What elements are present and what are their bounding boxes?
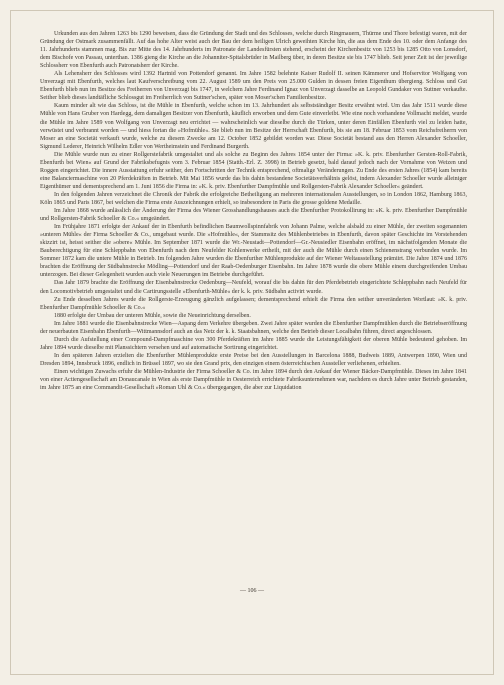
- paragraph: Die Mühle wurde nun zu einer Rollgerstefabrik umgestaltet und als solche zu Beginn des Jahres 1854 unter der Firma: »K. k. priv. Ebenfurther Gersten-Roll-Fabrik, Ebenfurth bei Wien« auf Grund der Fabriksbefugnis vom 3. Februar 1854 (Statth.-Erl. Z. 3998) in Betrieb gesetzt, bald darauf jedoch nach der Vornahme von Weizen und Roggen eingerichtet. Die innere Ausstattung erfuhr seither, den Fortschritten der Technik entsprechend, oftmalige Veränderungen. Zu Ende des ersten Jahres (1854) kam bereits eine Balanciermaschine von 20 Pferdekräften in Betrieb. Mit Mai 1856 wurde das bis dahin bestandene Societätsverhältnis gelöst, indem Alexander Schoeller wurde alleiniger Eigenthümer und dementsprechend am 1. Juni 1856 die Firma in: »K. k. priv. Ebenfurther Dampfmühle und Rollgersten-Fabrik Alexander Schoeller« geändert.: [40, 151, 467, 190]
- paragraph: In den späteren Jahren erzielten die Ebenfurther Mühlenprodukte erste Preise bei den Ausstellungen in Barcelona 1888, Budweis 1889, Antwerpen 1890, Wien und Dresden 1894, Innsbruck 1896, endlich in Brüssel 1897, wo sie den Grand prix, den einzigen einem österreichischen Aussteller verliehenen, erhielten.: [40, 352, 467, 367]
- paragraph: Das Jahr 1879 brachte die Eröffnung der Eisenbahnstrecke Oedenburg—Neufeld, worauf die bis dahin für den Pferdebetrieb eingerichtete Schleppbahn nach Neufeld für den Locomotivbetrieb umgestaltet und die Cartirungsstelle »Ebenfurth-Mühle« der k. k. priv. Südbahn activirt wurde.: [40, 280, 467, 295]
- body-text: [40, 30, 467, 392]
- paragraph: Urkunden aus den Jahren 1263 bis 1290 beweisen, dass die Gründung der Stadt und des Schlosses, welche durch Ringmauern, Thürme und Thore befestigt waren, mit der Gründung der Ostmark zusammenfällt. Auf das hohe Alter weist auch der Bau der dem heiligen Ulrich geweihten Kirche hin, die aus dem Ende des 10. oder dem Anfange des 11. Jahrhunderts stammen mag. Bis zur Mitte des 14. Jahrhunderts im Patronate der Landesfürsten stehend, erscheint der Kirchenbesitz von 1253 bis 1285 Otto von Lonsdorf, dem Bischofe von Passau, unterthan. 1386 gieng die Kirche an die Johanniter-Spitalsbrüder in Mailberg über, in deren Besitze sie bis 1747 blieb. Seit jener Zeit ist der jeweilige Schlossherr von Ebenfurth auch Patronatsherr der Kirche.: [40, 31, 467, 70]
- paragraph: Als Lehensherr des Schlosses wird 1392 Hartnid von Pottendorf genannt. Im Jahre 1582 belehnte Kaiser Rudolf II. seinen Kämmerer und Hofservitor Wolfgang von Unverzagt mit Ebenfurth, welches laut Kaufverschreibung vom 22. August 1589 um den Preis von 25.000 Gulden in dessen freien Eigenthum übergieng. Schloss und Gut Ebenfurth blieb nun im Besitze des Freiherren von Unverzagt bis 1747, in welchem Jahre Ferdinand Ignaz von Unverzagt dasselbe an Leopold Gundaker von Suttner verkaufte. Seither blieb dieses landtäfliche Schlossgut im Freiherrlich von Suttner'schen, später von Moser'schen Familienbesitze.: [40, 71, 467, 102]
- page-number: — 106 —: [240, 588, 264, 594]
- paragraph: Im Jahre 1868 wurde anlässlich der Änderung der Firma des Wiener Grosshandlungshauses auch die Ebenfurther Protokollirung in: »K. k. priv. Ebenfurther Dampfmühle und Rollgersten-Fabrik Schoeller & Co.« umgeändert.: [40, 208, 467, 223]
- paragraph: Zu Ende desselben Jahres wurde die Rollgerste-Erzeugung gänzlich aufgelassen; dementsprechend erhielt die Firma den seither unveränderten Wortlaut: »K. k. priv. Ebenfurther Dampfmühle Schoeller & Co.«: [40, 296, 467, 311]
- paragraph: Kaum minder alt wie das Schloss, ist die Mühle in Ebenfurth, welche schon im 13. Jahrhundert als selbstständiger Besitz erwähnt wird. Um das Jahr 1511 wurde diese Mühle von Hans Gruber von Hardegg, dem damaligen Besitzer von Ebenfurth, käuflich erworben und dem Gute einverleibt. Wie eine noch vorhandene Vollmacht meldet, wurde die Mühle im Jahre 1589 von Wolfgang von Unverzagt neu errichtet — wahrscheinlich war dieselbe durch die Türken, unter deren Einfällen Ebenfurth viel zu leiden hatte, verwüstet und verbrannt worden — und hiess fortan die »Hofmühle«. Sie blieb nun im Besitze der Herrschaft Ebenfurth, bis sie am 18. Februar 1853 vom Reichsfreiherrn von Moser an eine Societät verkauft wurde, welche zu diesem Zwecke am 12. October 1852 gebildet worden war. Diese Societät bestand aus den Herren Alexander Schoeller, Sigmund Lederer, Heinrich Wilhelm Edler von Wertheimstein und Ferdinand Burgerth.: [40, 103, 467, 150]
- paragraph: In den folgenden Jahren verzeichnet die Chronik der Fabrik die erfolgreiche Betheiligung an mehreren internationalen Ausstellungen, so in London 1862, Hamburg 1863, Köln 1865 und Paris 1867, bei welchen die Firma erste Auszeichnungen erhielt, so insbesondere in Paris die grosse goldene Medaille.: [40, 191, 467, 206]
- paragraph: Im Jahre 1881 wurde die Eisenbahnstrecke Wien—Aspang dem Verkehre übergeben. Zwei Jahre später wurden die Ebenfurther Dampfmühlen durch die Betriebseröffnung der neuerbauten Eisenbahn Ebenfurth—Wittmannsdorf auch an das Netz der k. k. Staatsbahnen, welche den Betrieb dieser Localbahn führen, direct angeschlossen.: [40, 320, 467, 335]
- paragraph: Durch die Aufstellung einer Compound-Dampfmaschine von 300 Pferdekräften im Jahre 1885 wurde die Leistungsfähigkeit der oberen Mühle bedeutend gehoben. Im Jahre 1894 wurde dieselbe mit Planssichtern versehen und auf automatische Sortirung eingerichtet.: [40, 336, 467, 351]
- paragraph: Im Frühjahre 1871 erfolgte der Ankauf der in Ebenfurth befindlichen Baumwollspinnfabrik von Johann Palme, welche alsbald zu einer Mühle, der zweiten sogenannten »unteren Mühle« der Firma Schoeller & Co., umgebaut wurde. Die »Hofmühle«, der Stammsitz des Mühlenbetriebes in Ebenfurth, davon später Geschichte im Vorstehenden skizzirt ist, heisst seither die »obere« Mühle. Im September 1871 wurde die Wr.-Neustadt—Pottendorf—Gr.-Neusiedler Eisenbahn eröffnet, im nächstfolgenden Monate die Bauberechtigung für eine Schleppbahn von Ebenfurth nach dem Neufelder Kohlenwerke ertheilt, mit der auch die Mühle durch einen Schienenstrang verbunden wurde. Im Sommer 1872 kam die untere Mühle in Betrieb. Im folgenden Jahre wurden die Ebenfurther Mühlenprodukte auf der Wiener Weltausstellung prämiirt. Die Jahre 1874 und 1876 brachten die Eröffnung der Südbahnstrecke Mödling—Pottendorf und der Raab-Oedenburger Eisenbahn. Im Jahre 1878 wurde die obere Mühle einem durchgreifenden Umbau unterzogen. Bei dieser Gelegenheit wurden auch viele Neuerungen im Betriebe durchgeführt.: [40, 224, 467, 279]
- paragraph: Einen wichtigen Zuwachs erfuhr die Mühlen-Industrie der Firma Schoeller & Co. im Jahre 1894 durch den Ankauf der Wiener Bäcker-Dampfmühle. Dieses im Jahre 1841 von einer Actiengesellschaft am Donaucanale in Wien als erste Dampfmühle in Oesterreich errichtete Fabriksunternehmen war, nachdem es durch Jahre unter Betrieb gestanden, im Jahre 1875 an eine Commandit-Gesellschaft »Roman Uhl & Co.« übergegangen, die aber zur Liquidation: [40, 368, 467, 392]
- paragraph: 1880 erfolgte der Umbau der unteren Mühle, sowie die Neueinrichtung derselben.: [54, 312, 251, 319]
